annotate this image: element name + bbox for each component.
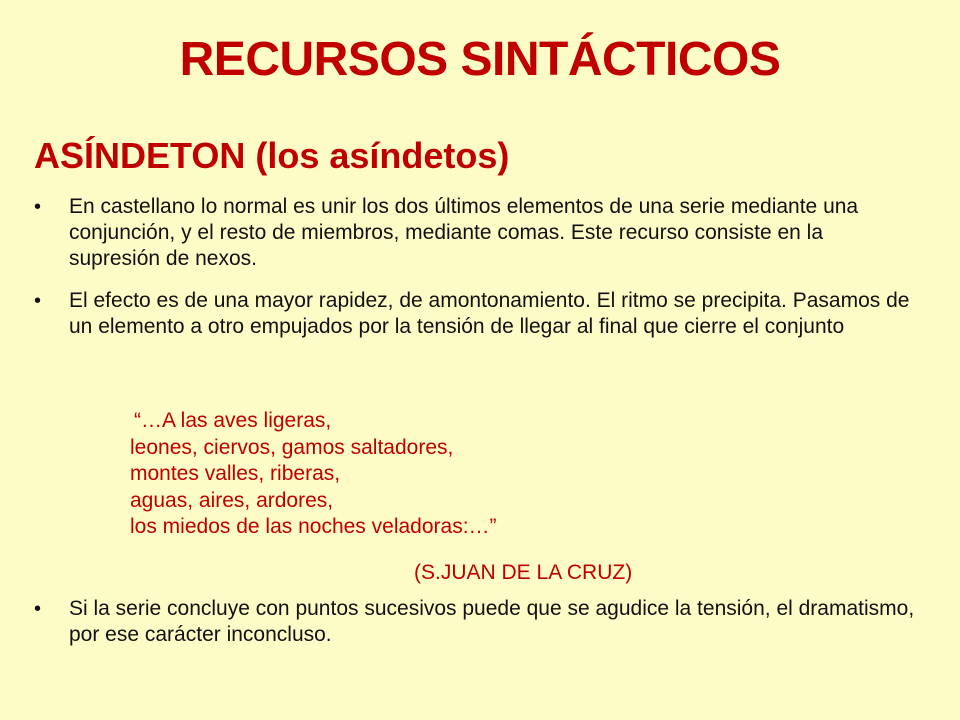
- poem-line: los miedos de las noches veladoras:…”: [130, 515, 497, 538]
- poem-line: montes valles, riberas,: [130, 462, 341, 485]
- bullet-text: En castellano lo normal es unir los dos últimos elementos de una serie mediante una conjunción, y el resto de miembros, mediante comas. Este recurso consiste en la supresión de nexos.: [69, 195, 859, 270]
- slide-title: RECURSOS SINTÁCTICOS: [179, 33, 781, 86]
- poem-line: “…A las aves ligeras,: [134, 409, 332, 432]
- poem-line: leones, ciervos, gamos saltadores,: [130, 435, 454, 459]
- slide-subtitle: ASÍNDETON (los asíndetos): [34, 135, 510, 176]
- poem-quote: [130, 408, 770, 541]
- bullet-item: [34, 288, 914, 368]
- bullet-icon: •: [34, 290, 42, 312]
- bullet-text: El efecto es de una mayor rapidez, de amontonamiento. El ritmo se precipita. Pasamos de un elemento a otro empujados por la tensión de llegar al final que cierre el conjunto: [69, 289, 910, 338]
- bullet-item: [34, 194, 914, 274]
- bullet-icon: •: [34, 196, 42, 218]
- poem-line: aguas, aires, ardores,: [130, 488, 334, 512]
- bullet-item: [34, 596, 914, 656]
- bullet-text: Si la serie concluye con puntos sucesivos puede que se agudice la tensión, el dramatismo, por ese carácter inconcluso.: [69, 597, 915, 646]
- bullet-icon: •: [34, 598, 42, 620]
- poem-author: (S.JUAN DE LA CRUZ): [414, 561, 633, 584]
